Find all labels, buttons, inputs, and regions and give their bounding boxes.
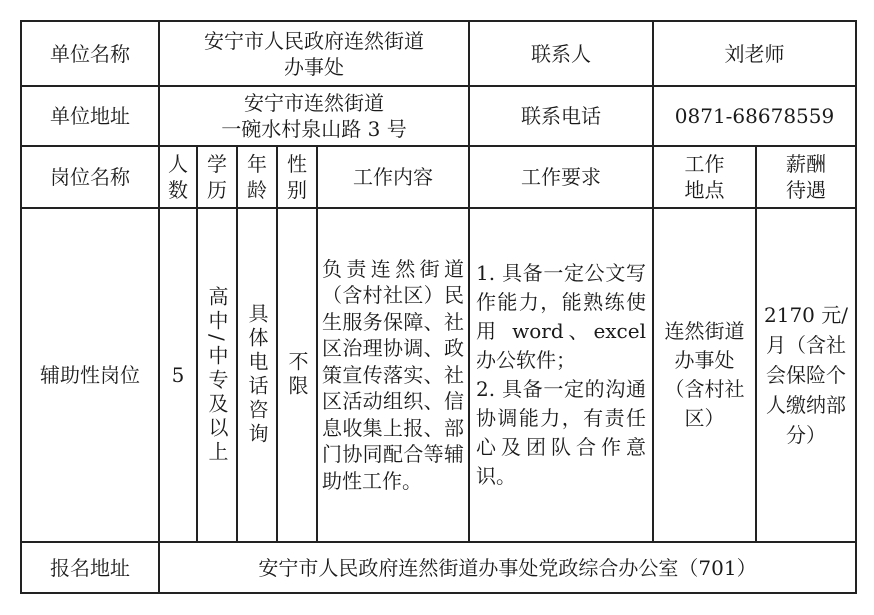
- unit-name-value: 安宁市人民政府连然街道 办事处: [204, 28, 424, 79]
- signup-address-label: 报名地址: [50, 555, 130, 580]
- job-requirements: 1. 具备一定公文写作能力，能熟练使用 word、excel 办公软件； 2. 具备一定的沟通协调能力，有责任心及团队合作意识。: [476, 261, 646, 488]
- job-count: 5: [171, 363, 185, 387]
- job-location: 连然街道办事处（含村社区）: [664, 319, 745, 430]
- header-gender: 性 别: [287, 152, 307, 202]
- address-label: 单位地址: [50, 104, 130, 128]
- job-age: [238, 209, 276, 541]
- header-education: 学 历: [207, 152, 227, 202]
- header-position: 岗位名称: [50, 165, 130, 189]
- phone-value: 0871-68678559: [674, 104, 835, 128]
- unit-name-label: 单位名称: [50, 41, 130, 66]
- job-education: [198, 209, 236, 541]
- job-position: 辅助性岗位: [40, 363, 140, 387]
- table-border-right: [855, 20, 857, 594]
- phone-label: 联系电话: [521, 104, 601, 128]
- job-age-text: 具体电话咨询: [245, 303, 269, 447]
- header-requirements: 工作要求: [521, 165, 601, 189]
- header-age: 年 龄: [247, 152, 267, 202]
- header-salary: 薪酬 待遇: [786, 152, 826, 202]
- job-education-text: 高中/中专及以上: [205, 285, 229, 465]
- signup-address-value: 安宁市人民政府连然街道办事处党政综合办公室（701）: [258, 555, 757, 580]
- contact-label: 联系人: [531, 41, 591, 66]
- table-border-bottom: [20, 592, 857, 594]
- job-gender: [278, 209, 316, 541]
- job-content: 负责连然街道（含村社区）民生服务保障、社区治理协调、政策宣传落实、社区活动组织、信息收集上报、部门协同配合等辅助性工作。: [322, 256, 464, 493]
- job-gender-text: 不限: [285, 351, 309, 399]
- job-salary: 2170 元/月（含社会保险个人缴纳部分）: [764, 303, 848, 447]
- header-location: 工作 地点: [684, 152, 725, 202]
- header-count: 人 数: [168, 152, 188, 202]
- address-value: 安宁市连然街道 一碗水村泉山路 3 号: [221, 91, 407, 141]
- contact-value: 刘老师: [724, 41, 785, 66]
- header-content: 工作内容: [353, 165, 433, 189]
